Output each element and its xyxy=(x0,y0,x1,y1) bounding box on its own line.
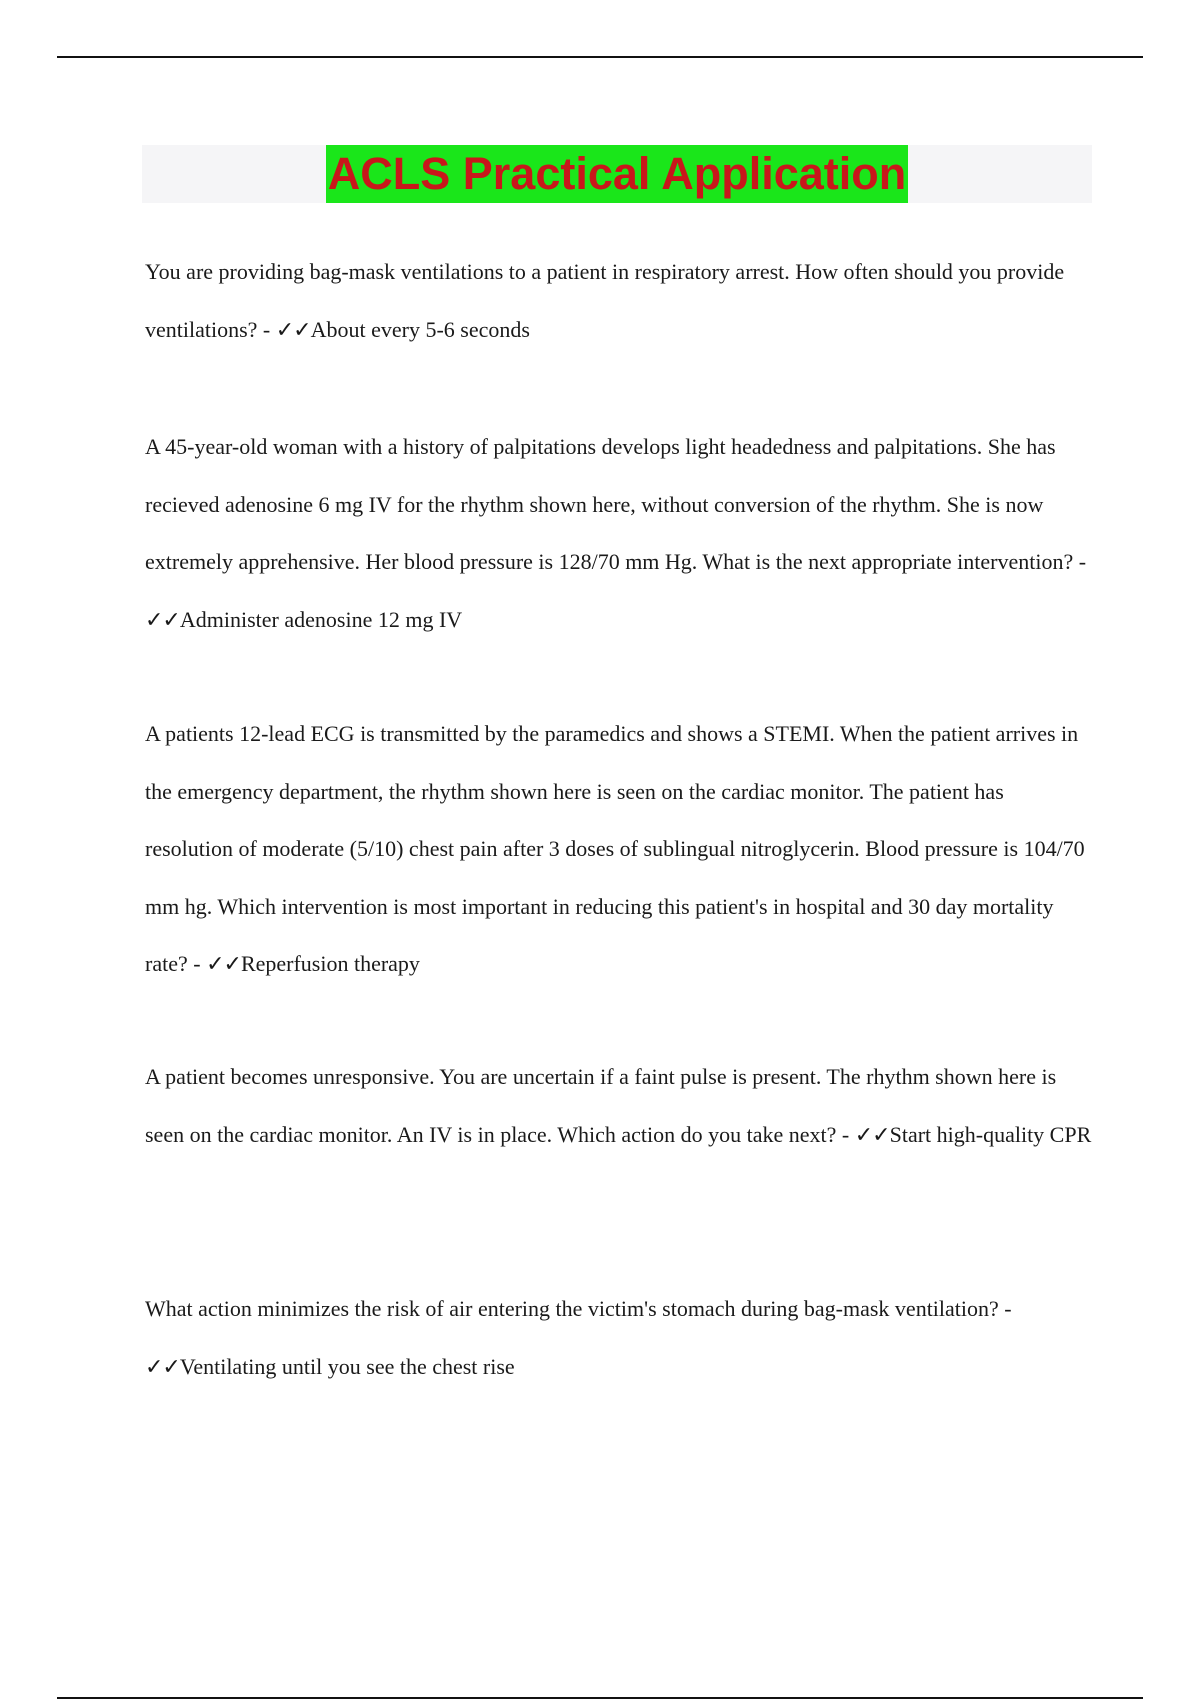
check-marks-icon: ✓✓ xyxy=(206,952,241,977)
top-divider xyxy=(57,56,1143,58)
qa-item xyxy=(145,243,1095,359)
qa-item xyxy=(145,418,1095,649)
qa-item xyxy=(145,705,1095,994)
question-text: A patients 12-lead ECG is transmitted by the paramedics and shows a STEMI. When the patient arrives in the emergency department, the rhythm shown here is seen on the cardiac monitor. The patient has resolution of moderate (5/10) chest pain after 3 doses of sublingual nitroglycerin. Blood pressure is 104/70 mm hg. Which intervention is most important in reducing this patient's in hospital and 30 day mortality rate? - xyxy=(145,721,1085,976)
bottom-divider xyxy=(57,1697,1143,1699)
qa-item xyxy=(145,1048,1095,1164)
answer-text: Ventilating until you see the chest rise xyxy=(179,1353,515,1379)
answer-text: Start high-quality CPR xyxy=(889,1121,1092,1147)
page-title: ACLS Practical Application xyxy=(326,145,908,203)
answer-text: Administer adenosine 12 mg IV xyxy=(179,606,463,632)
check-marks-icon: ✓✓ xyxy=(145,1354,180,1380)
question-text: A 45-year-old woman with a history of palpitations develops light headedness and palpitations. She has recieved adenosine 6 mg IV for the rhythm shown here, without conversion of the rhythm. She is now extremely apprehensive. Her blood pressure is 128/70 mm Hg. What is the next appropriate intervention? - xyxy=(145,434,1087,574)
check-marks-icon: ✓✓ xyxy=(145,607,180,633)
qa-item xyxy=(145,1280,1095,1396)
answer-text: About every 5-6 seconds xyxy=(310,316,530,342)
title-band xyxy=(142,145,1092,203)
check-marks-icon: ✓✓ xyxy=(854,1122,890,1148)
question-text: What action minimizes the risk of air entering the victim's stomach during bag-mask ventilation? - xyxy=(145,1296,1012,1321)
question-text: A patient becomes unresponsive. You are uncertain if a faint pulse is present. The rhythm shown here is seen on the cardiac monitor. An IV is in place. Which action do you take next? - xyxy=(145,1064,1057,1147)
question-text: You are providing bag-mask ventilations to a patient in respiratory arrest. How often should you provide ventilations? - xyxy=(145,259,1065,342)
answer-text: Reperfusion therapy xyxy=(240,951,420,976)
check-marks-icon: ✓✓ xyxy=(275,317,311,343)
